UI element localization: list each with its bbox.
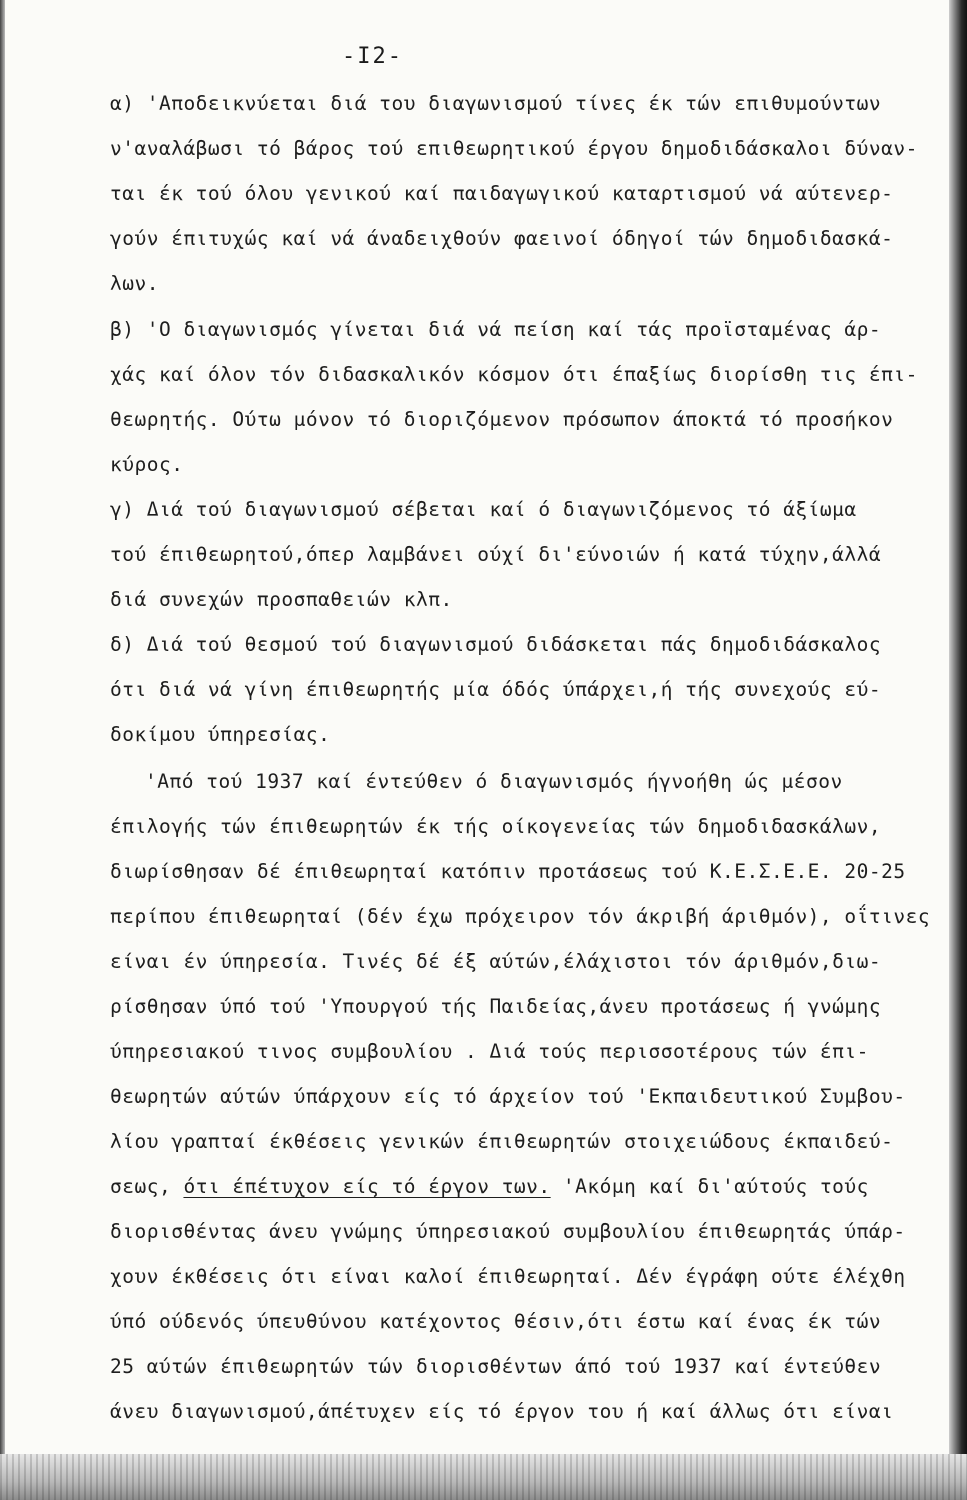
text-line: γούν έπιτυχώς καί νά άναδειχθούν φαεινοί όδηγοί τών δημοδιδασκά- bbox=[110, 227, 894, 250]
scan-right-edge bbox=[949, 0, 967, 1500]
text-line: ότι διά νά γίνη έπιθεωρητής μία όδός ύπάρχει,ή τής συνεχούς εύ- bbox=[110, 678, 882, 701]
text-line: 'Από τού 1937 καί έντεύθεν ό διαγωνισμός ήγνοήθη ώς μέσον bbox=[145, 770, 843, 793]
text-line: διωρίσθησαν δέ έπιθεωρηταί κατόπιν προτάσεως τού Κ.Ε.Σ.Ε.Ε. 20-25 bbox=[110, 860, 906, 883]
scan-left-edge bbox=[0, 0, 5, 1500]
text-line: 25 αύτών έπιθεωρητών τών διορισθέντων άπό τού 1937 καί έντεύθεν bbox=[110, 1355, 882, 1378]
text-line: άνευ διαγωνισμού,άπέτυχεν είς τό έργον του ή καί άλλως ότι είναι bbox=[110, 1400, 894, 1423]
text-line: χουν έκθέσεις ότι είναι καλοί έπιθεωρηταί. Δέν έγράφη ούτε έλέχθη bbox=[110, 1265, 906, 1288]
text-line: τού έπιθεωρητού,όπερ λαμβάνει ούχί δι'εύνοιών ή κατά τύχην,άλλά bbox=[110, 543, 882, 566]
text-line: διορισθέντας άνευ γνώμης ύπηρεσιακού συμβουλίου έπιθεωρητάς ύπάρ- bbox=[110, 1220, 906, 1243]
text-line: γ) Διά τού διαγωνισμού σέβεται καί ό διαγωνιζόμενος τό άξίωμα bbox=[110, 498, 857, 521]
text-line: ν'αναλάβωσι τό βάρος τού επιθεωρητικού έργου δημοδιδάσκαλοι δύναν- bbox=[110, 137, 918, 160]
text-segment: 'Ακόμη καί δι'αύτούς τούς bbox=[562, 1175, 869, 1198]
text-line: διά συνεχών προσπαθειών κλπ. bbox=[110, 588, 453, 611]
text-line: β) 'Ο διαγωνισμός γίνεται διά νά πείση καί τάς προϊσταμένας άρ- bbox=[110, 318, 882, 341]
text-line: είναι έν ύπηρεσία. Τινές δέ έξ αύτών,έλάχιστοι τόν άριθμόν,διω- bbox=[110, 950, 882, 973]
text-line: α) 'Αποδεικνύεται διά του διαγωνισμού τίνες έκ τών επιθυμούντων bbox=[110, 92, 882, 115]
text-line: κύρος. bbox=[110, 453, 184, 476]
text-line: ρίσθησαν ύπό τού 'Υπουργού τής Παιδείας,άνευ προτάσεως ή γνώμης bbox=[110, 995, 882, 1018]
text-line: λων. bbox=[110, 272, 159, 295]
text-line: θεωρητής. Ούτω μόνον τό διοριζόμενον πρόσωπον άποκτά τό προσήκον bbox=[110, 408, 894, 431]
text-line: δ) Διά τού θεσμού τού διαγωνισμού διδάσκεται πάς δημοδιδάσκαλος bbox=[110, 633, 882, 656]
text-line: ύπό ούδενός ύπευθύνου κατέχοντος θέσιν,ότι έστω καί ένας έκ τών bbox=[110, 1310, 882, 1333]
text-line-mixed bbox=[110, 1175, 869, 1198]
text-line: χάς καί όλον τόν διδασκαλικόν κόσμον ότι έπαξίως διορίσθη τις έπι- bbox=[110, 363, 918, 386]
text-line: περίπου έπιθεωρηταί (δέν έχω πρόχειρον τόν άκριβή άριθμόν), οΐτινες bbox=[110, 905, 931, 928]
text-line: έπιλογής τών έπιθεωρητών έκ τής οίκογενείας τών δημοδιδασκάλων, bbox=[110, 815, 882, 838]
page-number: -I2- bbox=[342, 44, 403, 69]
text-line: ται έκ τού όλου γενικού καί παιδαγωγικού καταρτισμού νά αύτενερ- bbox=[110, 182, 894, 205]
underlined-phrase: ότι έπέτυχον είς τό έργον των. bbox=[183, 1175, 551, 1198]
text-line: δοκίμου ύπηρεσίας. bbox=[110, 723, 331, 746]
text-segment: σεως, bbox=[110, 1175, 172, 1198]
text-line: ύπηρεσιακού τινος συμβουλίου . Διά τούς περισσοτέρους τών έπι- bbox=[110, 1040, 869, 1063]
text-line: θεωρητών αύτών ύπάρχουν είς τό άρχείον τού 'Εκπαιδευτικού Συμβου- bbox=[110, 1085, 906, 1108]
scan-bottom-edge bbox=[0, 1454, 967, 1500]
text-line: λίου γραπταί έκθέσεις γενικών έπιθεωρητών στοιχειώδους έκπαιδεύ- bbox=[110, 1130, 894, 1153]
